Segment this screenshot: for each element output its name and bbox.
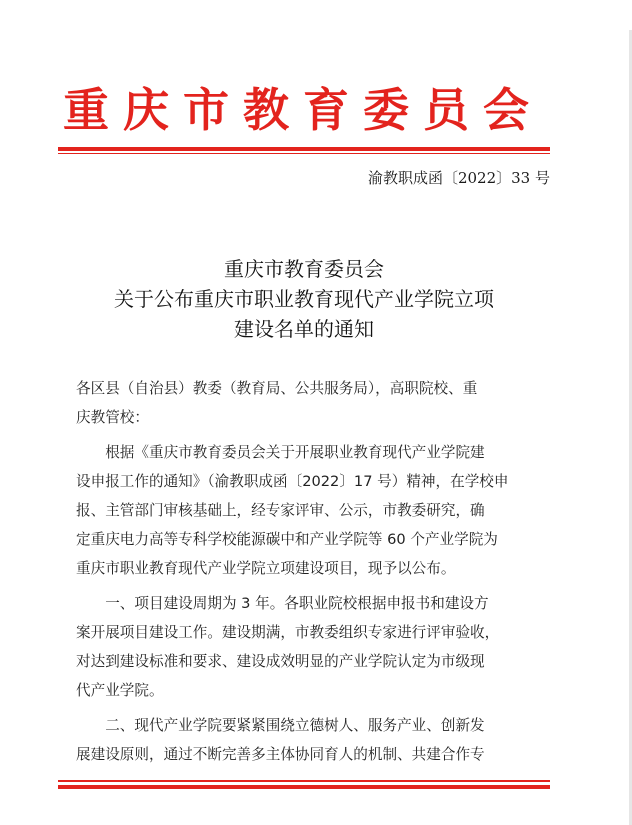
paragraph-2 (76, 589, 554, 705)
paragraph-1 (76, 438, 554, 583)
paragraph-line: 设申报工作的通知》（渝教职成函〔2022〕17 号）精神，在学校申 (76, 473, 509, 490)
document-body (76, 374, 554, 775)
paragraph-line: 代产业学院。 (76, 682, 164, 699)
salutation-line: 庆教管校： (76, 409, 149, 426)
paragraph-line: 案开展项目建设工作。建设期满，市教委组织专家进行评审验收， (76, 624, 500, 641)
paragraph-line: 展建设原则，通过不断完善多主体协同育人的机制、共建合作专 (76, 746, 485, 763)
paragraph-line: 定重庆电力高等专科学校能源碳中和产业学院等 60 个产业学院为 (76, 531, 498, 548)
document-headline (58, 254, 550, 344)
paragraph-line: 报、主管部门审核基础上，经专家评审、公示，市教委研究，确 (76, 502, 485, 519)
paragraph-line: 一、项目建设周期为 3 年。各职业院校根据申报书和建设方 (105, 595, 489, 612)
document-number: 渝教职成函〔2022〕33 号 (367, 169, 550, 187)
paragraph-line: 对达到建设标准和要求、建设成效明显的产业学院认定为市级现 (76, 653, 485, 670)
paragraph-3 (76, 711, 554, 769)
headline-line-3: 建设名单的通知 (234, 317, 374, 341)
headline-line-1: 重庆市教育委员会 (224, 257, 384, 281)
header-rule-thin (58, 153, 550, 154)
organization-title: 重庆市教育委员会 (63, 83, 543, 137)
salutation (76, 374, 554, 432)
footer-rule-thin (58, 780, 550, 782)
paragraph-line: 重庆市职业教育现代产业学院立项建设项目，现予以公布。 (76, 560, 456, 577)
paragraph-line: 二、现代产业学院要紧紧围绕立德树人、服务产业、创新发 (105, 717, 485, 734)
salutation-line: 各区县（自治县）教委（教育局、公共服务局），高职院校、重 (76, 380, 478, 397)
headline-line-2: 关于公布重庆市职业教育现代产业学院立项 (114, 287, 494, 311)
header-rule-thick (58, 147, 550, 151)
paragraph-line: 根据《重庆市教育委员会关于开展职业教育现代产业学院建 (105, 444, 485, 461)
footer-rule-thick (58, 785, 550, 789)
